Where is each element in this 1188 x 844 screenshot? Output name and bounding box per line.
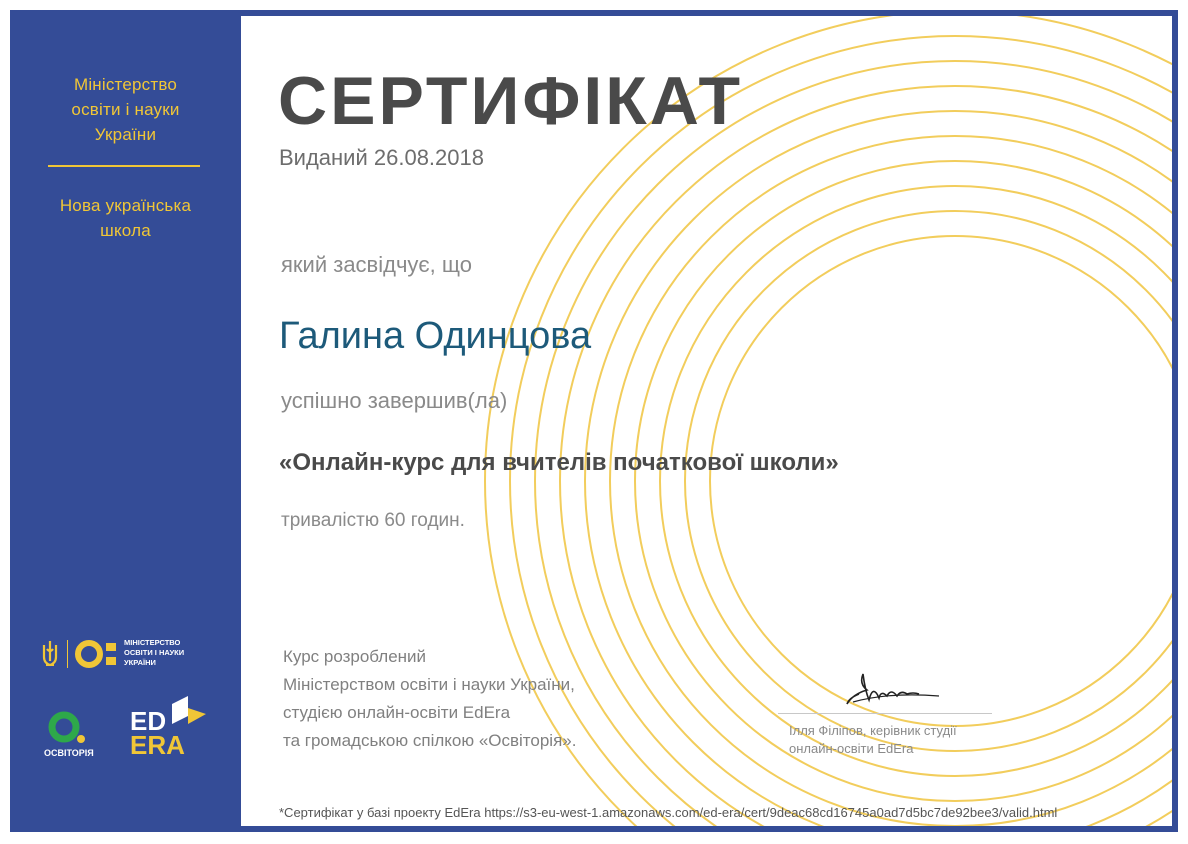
certifies-text: який засвідчує, що	[281, 252, 472, 277]
logo-separator	[67, 640, 68, 668]
osvitoria-logo	[44, 710, 104, 760]
trident-icon	[40, 639, 60, 669]
edera-bottom: ERA	[130, 730, 185, 760]
osvitoria-label: ОСВІТОРІЯ	[44, 748, 94, 758]
completed-text: успішно завершив(ла)	[281, 388, 508, 413]
course-title: «Онлайн-курс для вчителів початкової школи»	[279, 449, 839, 476]
ministry-logo-text: МІНІСТЕРСТВО ОСВІТИ І НАУКИ УКРАЇНИ	[124, 638, 185, 667]
issue-date: Виданий 26.08.2018	[279, 145, 484, 170]
osvitoria-ring-icon	[48, 710, 88, 744]
ministry-name: Міністерство освіти і науки України	[71, 75, 180, 144]
ministry-mark-icon	[74, 638, 122, 670]
certificate-body	[241, 16, 1172, 826]
signatory: Ілля Філіпов, керівник студії онлайн-освіти EdEra	[789, 723, 957, 756]
recipient-name: Галина Одинцова	[279, 315, 592, 357]
edera-book-icon	[168, 694, 208, 734]
edera-top: ED	[130, 706, 167, 736]
certificate-title: СЕРТИФІКАТ	[278, 63, 744, 139]
developer-info: Курс розроблений Міністерством освіти і науки України, студією онлайн-освіти EdEra та громадською спілкою «Освіторія».	[283, 647, 577, 750]
sidebar	[10, 10, 241, 832]
signature-line	[778, 713, 992, 714]
signature-image	[819, 664, 959, 714]
verification-footnote: *Сертифікат у базі проекту EdEra https://s3-eu-west-1.amazonaws.com/ed-era/cert/9deac68cd16745a0ad7d5bc7de92bee3/valid.html	[279, 805, 1058, 820]
ministry-logo	[40, 636, 220, 672]
course-duration: тривалістю 60 годин.	[281, 510, 465, 531]
sidebar-divider	[48, 165, 200, 167]
program-name: Нова українська школа	[59, 196, 192, 240]
edera-logo	[130, 694, 210, 760]
